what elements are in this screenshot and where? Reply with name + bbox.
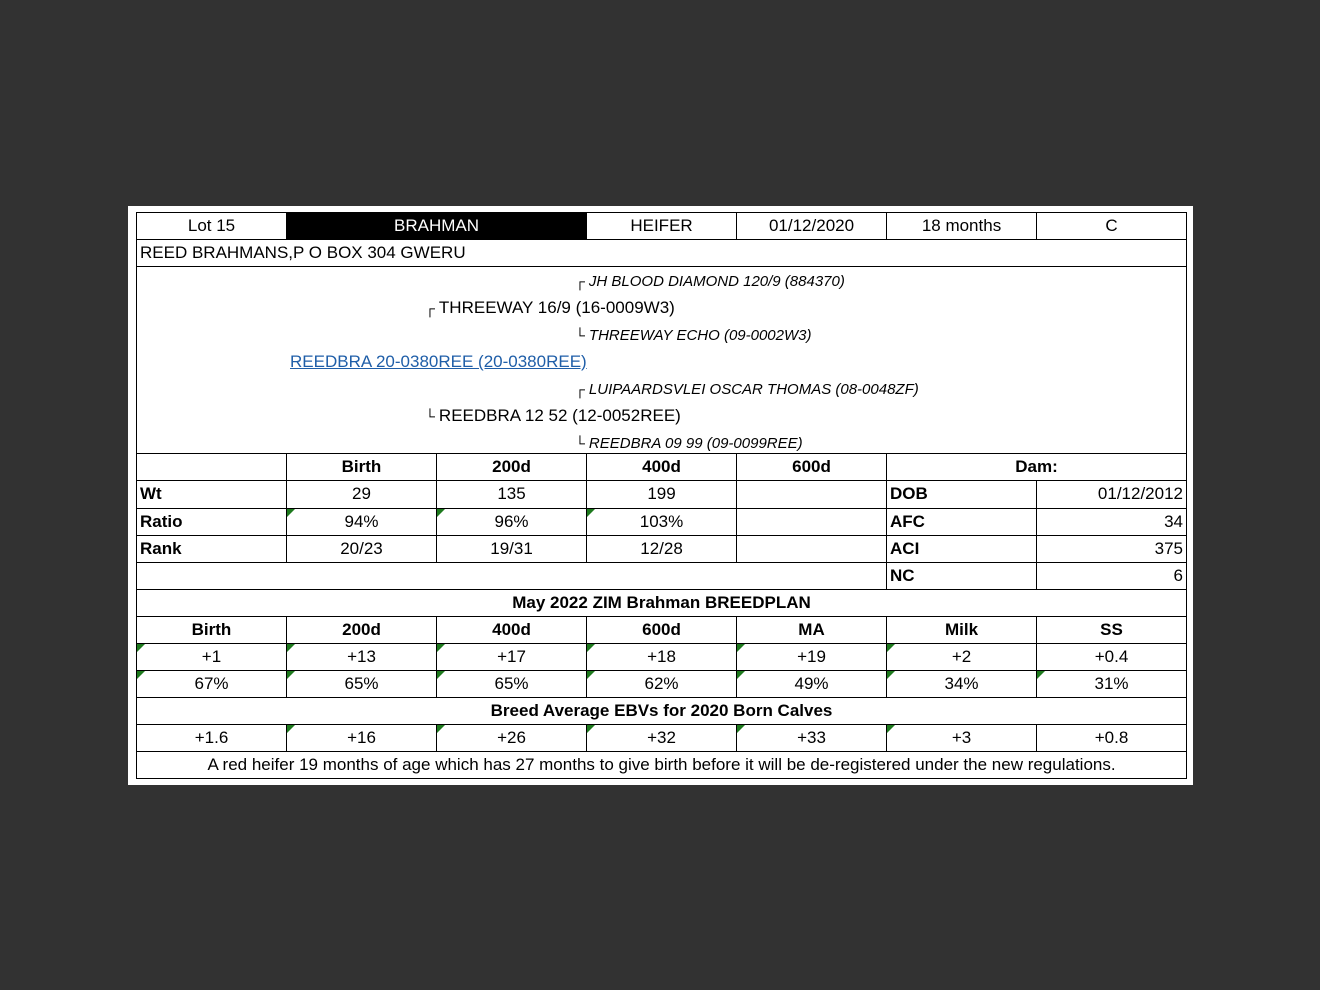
lot-card (128, 206, 1193, 785)
perf-cell (737, 481, 887, 508)
ebv-cell: +2 (887, 643, 1037, 670)
sire-sire-name: JH BLOOD DIAMOND 120/9 (884370) (588, 273, 845, 291)
average-cell: +26 (437, 724, 587, 751)
ebv-cell: +0.4 (1037, 643, 1187, 670)
perf-col-200d: 200d (437, 454, 587, 481)
subject-animal-link[interactable]: REEDBRA 20-0380REE (20-0380REE) (290, 352, 587, 372)
dam-dam (575, 433, 803, 454)
accuracy-cell: 34% (887, 670, 1037, 697)
blank-cell (137, 562, 887, 589)
ebv-cell: +1 (137, 643, 287, 670)
dam-title: Dam: (887, 454, 1187, 481)
lot-table (136, 212, 1187, 779)
pedigree-panel (137, 267, 1187, 454)
perf-row-label: Wt (137, 481, 287, 508)
ebv-col-milk: Milk (887, 616, 1037, 643)
average-cell: +16 (287, 724, 437, 751)
ebv-col-400d: 400d (437, 616, 587, 643)
bracket-top-icon: ┌ (575, 273, 585, 290)
ebv-col-birth: Birth (137, 616, 287, 643)
perf-cell: 96% (437, 508, 587, 535)
ebv-col-200d: 200d (287, 616, 437, 643)
age-label: 18 months (887, 213, 1037, 240)
bracket-bottom-icon: └ (575, 327, 585, 344)
dam-row-label: DOB (887, 481, 1037, 508)
pedigree-row (137, 267, 1187, 454)
average-cell: +33 (737, 724, 887, 751)
perf-cell (737, 508, 887, 535)
dam-row-label: NC (887, 562, 1037, 589)
perf-row-wt (137, 481, 1187, 508)
ebv-cell: +18 (587, 643, 737, 670)
category-label: C (1037, 213, 1187, 240)
dam-row-value: 6 (1037, 562, 1187, 589)
perf-cell: 12/28 (587, 535, 737, 562)
accuracy-cell: 31% (1037, 670, 1187, 697)
ebv-cell: +13 (287, 643, 437, 670)
breed-label: BRAHMAN (287, 213, 587, 240)
accuracy-cell: 65% (287, 670, 437, 697)
dam-dam-name: REEDBRA 09 99 (09-0099REE) (588, 435, 803, 453)
perf-row-label: Rank (137, 535, 287, 562)
ebv-col-ss: SS (1037, 616, 1187, 643)
perf-col-400d: 400d (587, 454, 737, 481)
ebv-cell: +17 (437, 643, 587, 670)
accuracy-row (137, 670, 1187, 697)
dam-name: REEDBRA 12 52 (12-0052REE) (438, 406, 681, 426)
dam-row-value: 01/12/2012 (1037, 481, 1187, 508)
lot-number: Lot 15 (137, 213, 287, 240)
dam-row-label: AFC (887, 508, 1037, 535)
accuracy-cell: 67% (137, 670, 287, 697)
dam-row-nc (137, 562, 1187, 589)
blank-cell (137, 454, 287, 481)
bracket-bottom-icon: └ (575, 435, 585, 452)
ebv-row (137, 643, 1187, 670)
averages-row (137, 724, 1187, 751)
dam-sire (575, 379, 919, 400)
accuracy-cell: 62% (587, 670, 737, 697)
breedplan-header-row (137, 616, 1187, 643)
breedplan-title: May 2022 ZIM Brahman BREEDPLAN (137, 589, 1187, 616)
dam (425, 406, 681, 426)
average-cell: +32 (587, 724, 737, 751)
perf-col-birth: Birth (287, 454, 437, 481)
perf-cell: 135 (437, 481, 587, 508)
dam-sire-name: LUIPAARDSVLEI OSCAR THOMAS (08-0048ZF) (588, 381, 919, 399)
sire-name: THREEWAY 16/9 (16-0009W3) (438, 298, 675, 318)
averages-title: Breed Average EBVs for 2020 Born Calves (137, 697, 1187, 724)
dam-row-value: 34 (1037, 508, 1187, 535)
dam-row-label: ACI (887, 535, 1037, 562)
breeder-address: REED BRAHMANS,P O BOX 304 GWERU (137, 240, 1187, 267)
lot-header-row (137, 213, 1187, 240)
perf-col-600d: 600d (737, 454, 887, 481)
perf-cell: 19/31 (437, 535, 587, 562)
accuracy-cell: 49% (737, 670, 887, 697)
ebv-col-ma: MA (737, 616, 887, 643)
sire-dam-name: THREEWAY ECHO (09-0002W3) (588, 327, 812, 345)
ebv-col-600d: 600d (587, 616, 737, 643)
comment-row (137, 751, 1187, 778)
average-cell: +3 (887, 724, 1037, 751)
sire-sire (575, 271, 845, 292)
perf-cell: 20/23 (287, 535, 437, 562)
dam-row-value: 375 (1037, 535, 1187, 562)
accuracy-cell: 65% (437, 670, 587, 697)
breedplan-title-row (137, 589, 1187, 616)
perf-row-label: Ratio (137, 508, 287, 535)
bracket-bottom-icon: └ (425, 408, 435, 425)
breeder-row (137, 240, 1187, 267)
perf-cell: 103% (587, 508, 737, 535)
averages-title-row (137, 697, 1187, 724)
birth-date: 01/12/2020 (737, 213, 887, 240)
perf-cell: 94% (287, 508, 437, 535)
ebv-cell: +19 (737, 643, 887, 670)
perf-cell (737, 535, 887, 562)
perf-row-rank (137, 535, 1187, 562)
bracket-top-icon: ┌ (425, 300, 435, 317)
perf-cell: 29 (287, 481, 437, 508)
sire-dam (575, 325, 811, 346)
sire (425, 298, 675, 318)
performance-header-row (137, 454, 1187, 481)
perf-cell: 199 (587, 481, 737, 508)
average-cell: +1.6 (137, 724, 287, 751)
average-cell: +0.8 (1037, 724, 1187, 751)
bracket-top-icon: ┌ (575, 381, 585, 398)
lot-comment: A red heifer 19 months of age which has 27 months to give birth before it will be de-registered under the new regulations. (137, 751, 1187, 778)
perf-row-ratio (137, 508, 1187, 535)
sex-label: HEIFER (587, 213, 737, 240)
